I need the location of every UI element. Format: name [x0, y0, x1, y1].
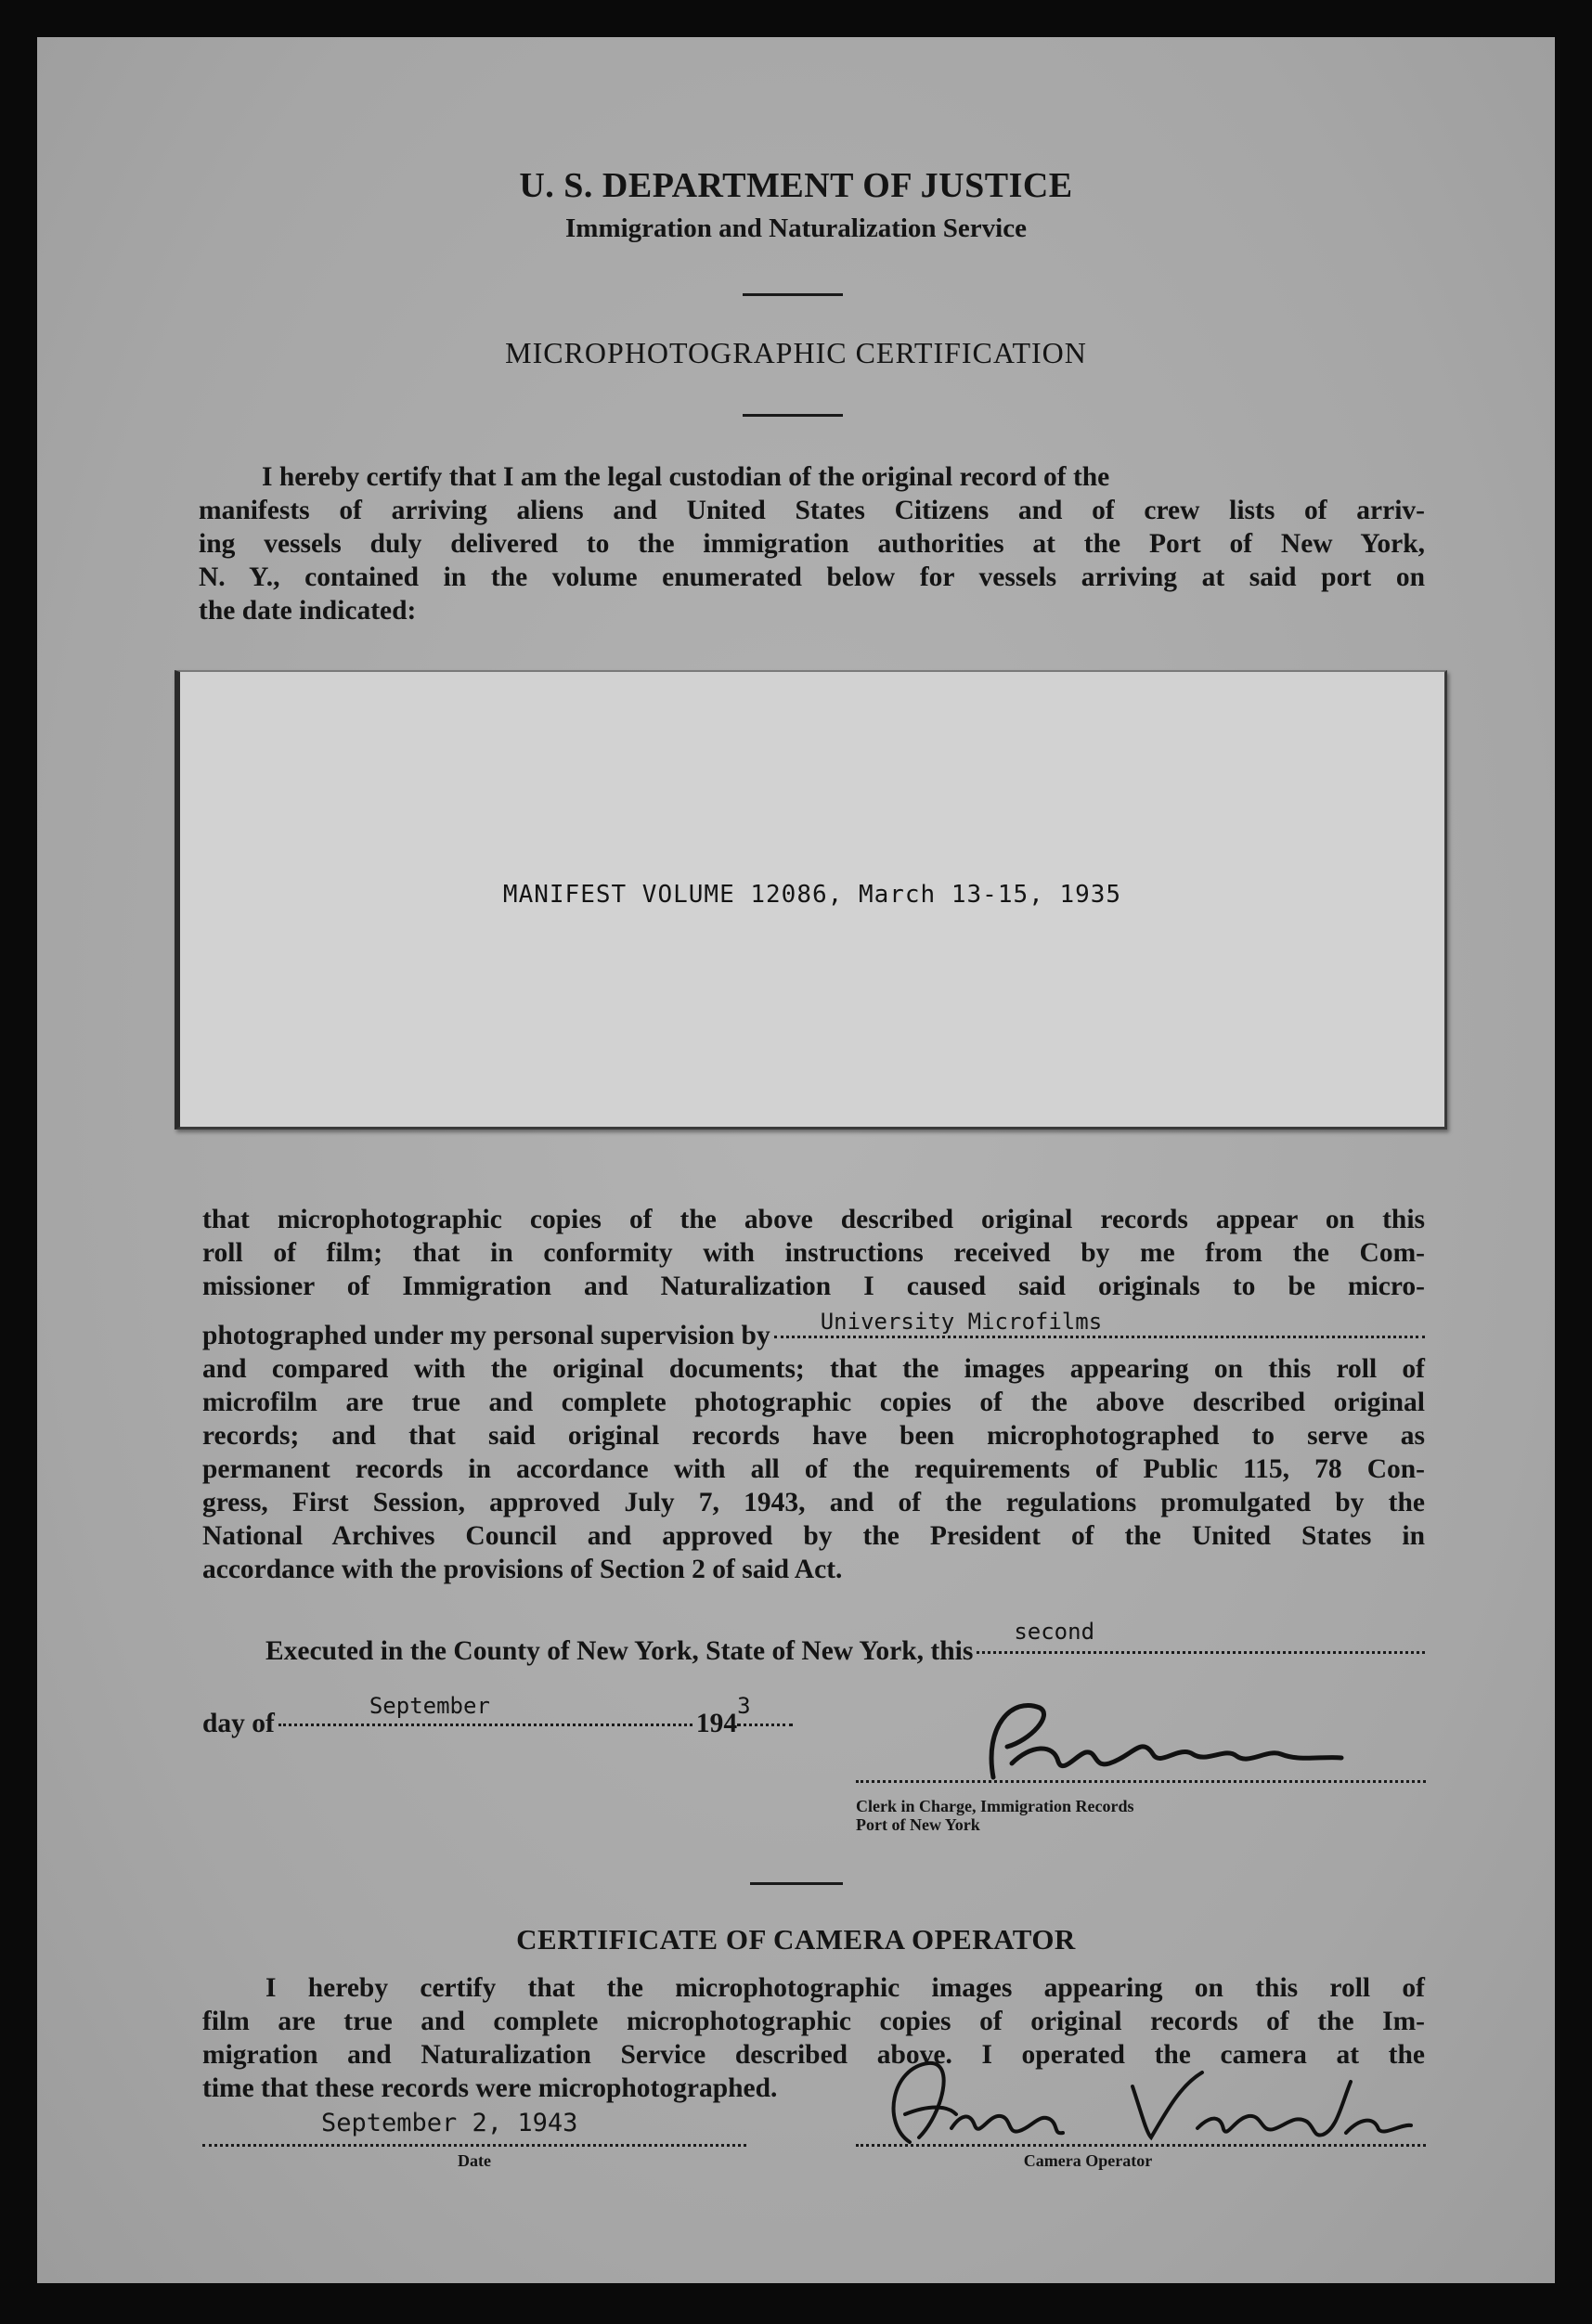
year-digit: 3	[737, 1693, 751, 1719]
divider	[750, 1882, 843, 1885]
operator-label: Camera Operator	[1023, 2151, 1153, 2170]
intro-line: the date indicated:	[199, 596, 417, 626]
body-line: missioner of Immigration and Naturalization I caused said originals to be micro-	[202, 1272, 1425, 1301]
month-field	[278, 1693, 692, 1732]
day-field	[977, 1619, 1425, 1659]
operator-line: migration and Naturalization Service described above. I operated the camera at the	[202, 2040, 1425, 2070]
operator-signature-area	[854, 2049, 1430, 2151]
intro-line: ing vessels duly delivered to the immigration authorities at the Port of New York,	[199, 529, 1425, 559]
intro-paragraph	[199, 460, 1425, 627]
date-line	[202, 2144, 746, 2147]
operator-signature	[854, 2049, 1430, 2151]
body-line: that microphotographic copies of the above described original records appear on this	[202, 1205, 1425, 1234]
manifest-volume-text: MANIFEST VOLUME 12086, March 13-15, 1935	[502, 881, 1122, 909]
clerk-signature-line	[856, 1780, 1426, 1783]
operator-line: film are true and complete microphotographic copies of original records of the Im-	[202, 2007, 1425, 2036]
service-subheading: Immigration and Naturalization Service	[565, 213, 1027, 243]
operator-line: time that these records were microphotographed.	[202, 2073, 778, 2103]
operator-date-label: Date	[458, 2151, 491, 2170]
operator-date-value: September 2, 1943	[321, 2109, 578, 2137]
filmed-by-field	[774, 1310, 1425, 1344]
body-line: permanent records in accordance with all of the requirements of Public 115, 78 Con-	[202, 1454, 1425, 1484]
body-line: and compared with the original documents; that the images appearing on this roll of	[202, 1354, 1425, 1384]
department-heading: U. S. DEPARTMENT OF JUSTICE	[519, 166, 1073, 205]
clerk-signature-area	[854, 1689, 1430, 1791]
operator-line: I hereby certify that the microphotographic images appearing on this roll of	[265, 1973, 1425, 2003]
operator-signature-line	[856, 2144, 1426, 2147]
fill-line	[737, 1724, 793, 1726]
year-field	[737, 1693, 793, 1732]
intro-line: N. Y., contained in the volume enumerated below for vessels arriving at said port on	[199, 562, 1425, 592]
year-prefix: 194	[695, 1709, 738, 1738]
certificate-sheet	[37, 37, 1555, 2283]
fill-line	[977, 1651, 1425, 1654]
operator-title: CERTIFICATE OF CAMERA OPERATOR	[516, 1923, 1076, 1956]
body-line: National Archives Council and approved by the President of the United States in	[202, 1521, 1425, 1551]
body-line: accordance with the provisions of Section 2 of said Act.	[202, 1555, 843, 1584]
body-line: photographed under my personal supervision by University Microfilms	[202, 1310, 1425, 1352]
operator-date-field	[202, 2092, 746, 2157]
body-paragraph	[202, 1203, 1425, 1586]
manifest-volume-card	[175, 670, 1447, 1130]
clerk-signature	[854, 1689, 1430, 1791]
fill-line	[278, 1724, 692, 1726]
execution-line: Executed in the County of New York, State of New York, this second	[265, 1626, 1425, 1668]
date-line: day of September 194 3	[202, 1698, 871, 1740]
body-line: records; and that said original records have been microphotographed to serve as	[202, 1421, 1425, 1451]
body-line: roll of film; that in conformity with instructions received by me from the Com-	[202, 1238, 1425, 1268]
intro-line: manifests of arriving aliens and United States Citizens and of crew lists of arriv-	[199, 496, 1425, 525]
body-line: gress, First Session, approved July 7, 1943, and of the regulations promulgated by the	[202, 1488, 1425, 1517]
filmed-by-value: University Microfilms	[820, 1309, 1103, 1335]
intro-line: I hereby certify that I am the legal custodian of the original record of the	[262, 462, 1110, 492]
divider	[743, 414, 843, 417]
body-line: microfilm are true and complete photographic copies of the above described original	[202, 1388, 1425, 1417]
divider	[743, 293, 843, 296]
month-value: September	[369, 1693, 490, 1719]
certification-title: MICROPHOTOGRAPHIC CERTIFICATION	[505, 336, 1087, 369]
clerk-title: Clerk in Charge, Immigration Records Port of New York	[856, 1797, 1134, 1834]
day-value: second	[1014, 1619, 1095, 1645]
